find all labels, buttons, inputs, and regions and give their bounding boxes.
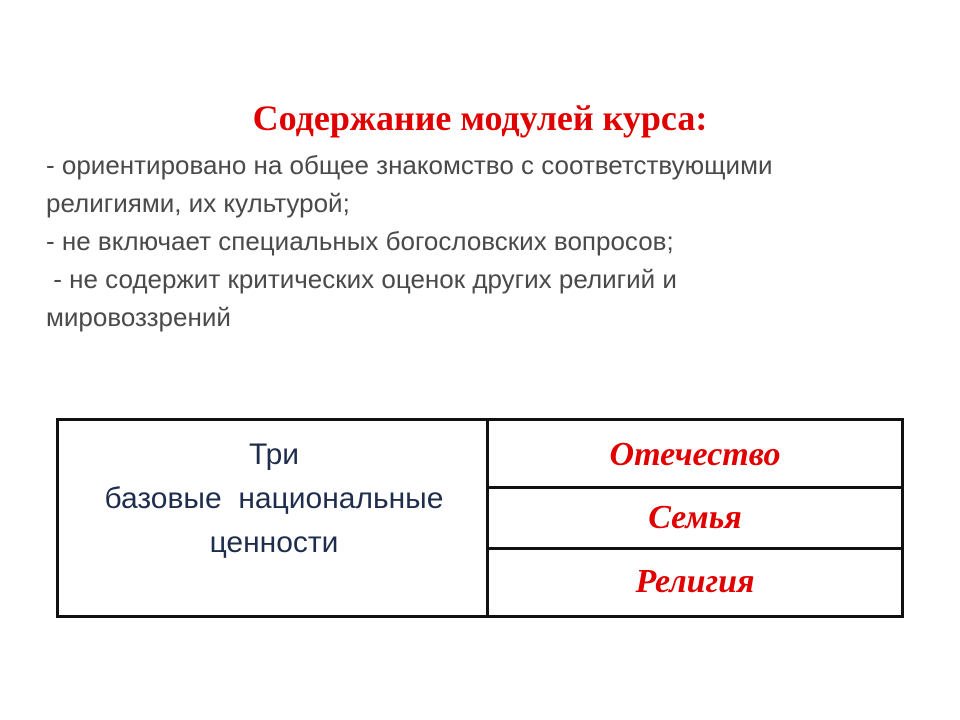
values-list [489, 421, 901, 615]
value-cell-fatherland: Отечество [489, 421, 901, 489]
value-cell-family: Семья [489, 489, 901, 550]
description-line: - не содержит критических оценок других религий и [46, 264, 677, 294]
value-cell-religion: Религия [635, 563, 755, 600]
values-heading [59, 433, 489, 565]
description-line: религиями, их культурой; [46, 188, 350, 218]
values-heading-line: Три [248, 438, 300, 471]
description-line: - не включает специальных богословских вопросов; [46, 226, 674, 256]
values-heading-line: базовые национальные [104, 482, 444, 515]
slide-title: Содержание модулей курса: [252, 98, 708, 138]
values-heading-line: ценности [209, 526, 339, 559]
course-content-description [46, 146, 926, 336]
values-heading-cell [59, 421, 489, 615]
description-line: мировоззрений [46, 302, 231, 332]
description-line: - ориентировано на общее знакомство с соответствующими [46, 150, 773, 180]
national-values-table [56, 418, 904, 618]
